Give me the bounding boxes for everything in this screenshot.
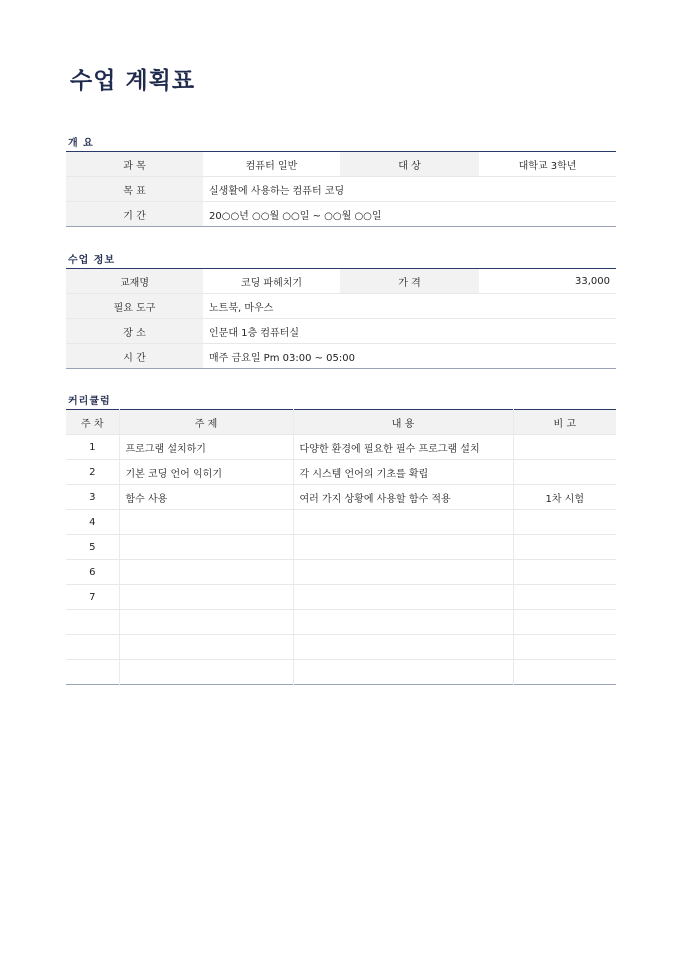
note-cell (513, 460, 616, 485)
textbook-label: 교재명 (66, 269, 203, 294)
note-cell (513, 585, 616, 610)
period-row (66, 202, 616, 227)
period-label: 기 간 (66, 202, 203, 227)
column-header-week: 주 차 (66, 410, 119, 435)
content-cell (293, 660, 513, 685)
topic-cell (119, 510, 293, 535)
price-value: 33,000 (479, 269, 616, 294)
note-cell (513, 560, 616, 585)
content-cell (293, 560, 513, 585)
week-cell: 5 (66, 535, 119, 560)
week-cell: 7 (66, 585, 119, 610)
table-row (66, 510, 616, 535)
goal-label: 목 표 (66, 177, 203, 202)
content-cell (293, 585, 513, 610)
content-cell (293, 635, 513, 660)
table-row (66, 485, 616, 510)
topic-cell (119, 535, 293, 560)
column-header-content: 내 용 (293, 410, 513, 435)
textbook-value: 코딩 파헤치기 (203, 269, 340, 294)
place-value: 인문대 1층 컴퓨터실 (203, 319, 616, 344)
tools-row (66, 294, 616, 319)
goal-value: 실생활에 사용하는 컴퓨터 코딩 (203, 177, 616, 202)
table-row (66, 610, 616, 635)
time-row (66, 344, 616, 369)
subject-row (66, 152, 616, 177)
time-value: 매주 금요일 Pm 03:00 ~ 05:00 (209, 352, 355, 364)
topic-cell (119, 560, 293, 585)
week-cell (66, 660, 119, 685)
week-cell: 1 (66, 435, 119, 460)
table-row (66, 585, 616, 610)
period-value: 20○○년 ○○월 ○○일 ~ ○○월 ○○일 (209, 210, 382, 222)
curriculum-table (66, 409, 616, 685)
curriculum-header-row (66, 410, 616, 435)
curriculum-heading: 커리큘럼 (68, 396, 111, 407)
goal-row (66, 177, 616, 202)
content-cell: 다양한 환경에 필요한 필수 프로그램 설치 (293, 435, 513, 460)
topic-cell: 함수 사용 (119, 485, 293, 510)
overview-table (66, 151, 616, 227)
week-cell (66, 610, 119, 635)
topic-cell (119, 610, 293, 635)
textbook-row (66, 269, 616, 294)
place-row (66, 319, 616, 344)
column-header-topic: 주 제 (119, 410, 293, 435)
time-label: 시 간 (66, 344, 203, 369)
class-info-heading: 수업 정보 (68, 255, 116, 266)
place-label: 장 소 (66, 319, 203, 344)
note-cell (513, 610, 616, 635)
target-value: 대학교 3학년 (479, 152, 616, 177)
column-header-note: 비 고 (513, 410, 616, 435)
note-cell (513, 535, 616, 560)
tools-value: 노트북, 마우스 (203, 294, 616, 319)
week-cell: 6 (66, 560, 119, 585)
overview-heading: 개 요 (68, 138, 94, 149)
target-label: 대 상 (340, 152, 479, 177)
topic-cell (119, 660, 293, 685)
topic-cell (119, 585, 293, 610)
content-cell (293, 535, 513, 560)
week-cell: 2 (66, 460, 119, 485)
note-cell (513, 435, 616, 460)
table-row (66, 560, 616, 585)
content-cell: 여러 가지 상황에 사용할 함수 적용 (293, 485, 513, 510)
page-title: 수업 계획표 (70, 68, 196, 94)
content-cell (293, 510, 513, 535)
class-info-table (66, 268, 616, 369)
table-row (66, 460, 616, 485)
note-cell (513, 635, 616, 660)
week-cell: 4 (66, 510, 119, 535)
table-row (66, 660, 616, 685)
tools-label: 필요 도구 (66, 294, 203, 319)
topic-cell: 기본 코딩 언어 익히기 (119, 460, 293, 485)
topic-cell: 프로그램 설치하기 (119, 435, 293, 460)
content-cell (293, 610, 513, 635)
note-cell (513, 510, 616, 535)
note-cell: 1차 시험 (513, 485, 616, 510)
table-row (66, 635, 616, 660)
subject-value: 컴퓨터 일반 (203, 152, 340, 177)
price-label: 가 격 (340, 269, 479, 294)
note-cell (513, 660, 616, 685)
week-cell (66, 635, 119, 660)
table-row (66, 535, 616, 560)
subject-label: 과 목 (66, 152, 203, 177)
topic-cell (119, 635, 293, 660)
week-cell: 3 (66, 485, 119, 510)
content-cell: 각 시스템 언어의 기초를 확립 (293, 460, 513, 485)
table-row (66, 435, 616, 460)
